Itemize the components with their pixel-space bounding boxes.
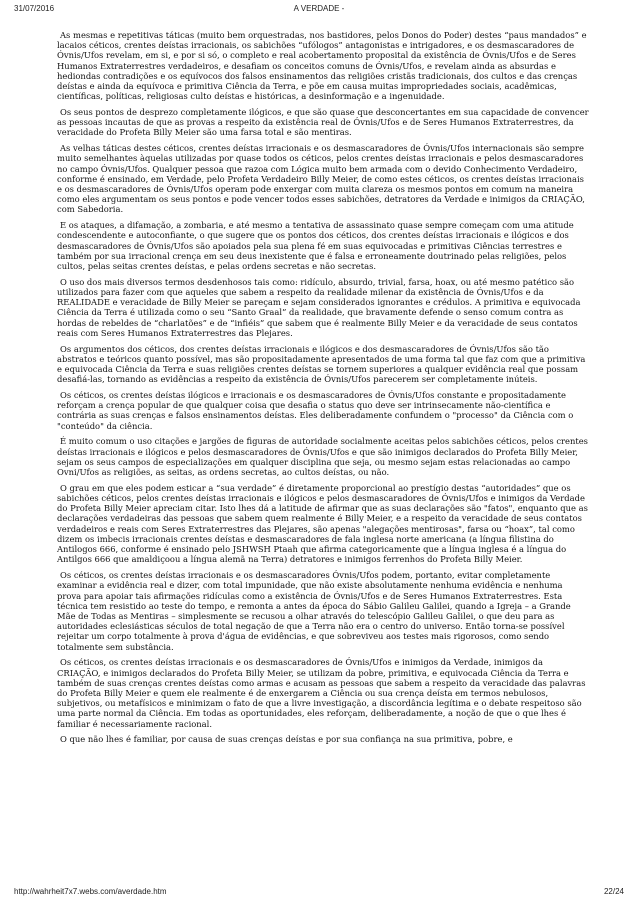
paragraph: O grau em que eles podem esticar a “sua verdade” é diretamente proporcional ao prestígio destas “autoridades” que os sabichões céticos, pelos crentes deístas irracionais e ilógicos e pelos desmascaradores de Óvnis/Ufos e inimigos da Verdade do Profeta Billy Meier apreciam citar. Isto lhes dá a latitude de afirmar que as suas declarações são "fatos", enquanto que as declarações verdadeiras das pessoas que sabem quem realmente é Billy Meier, e a respeito da veracidade de seus contatos verdadeiros e reais com Seres Extraterrestres das Plejares, são apenas "alegações mentirosas", farsa ou “hoax”, tal como dizem os imbecis irracionais crentes deístas e desmascaradores de fala inglesa norte americana (a língua filistina do Antilogos 666, conforme é ensinado pelo JSHWSH Ptaah que afirma categoricamente que a língua inglesa é a língua do Antilgos 666 que amaldiçoou a língua alemã na Terra) detratores e inimigos ferrenhos do Profeta Billy Meier. — [57, 482, 588, 565]
paragraph: O uso dos mais diversos termos desdenhosos tais como: ridículo, absurdo, trivial, farsa, hoax, ou até mesmo patético são utilizados para fazer com que aqueles que sabem a respeito da realidade milenar da existência de Óvnis/Ufos e da REALIDADE e veracidade de Billy Meier se pareçam e sejam considerados ignorantes e crédulos. A primitiva e equivocada Ciência da Terra é utilizada como o seu “Santo Graal” da realidade, que bravamente defende o senso comum contra as hordas de rebeldes de “charlatões” e de “infiéis” que sabem que é realmente Billy Meier e da veracidade de seus contatos reais com Seres Humanos Extraterrestres das Plejares. — [57, 276, 581, 338]
paragraph: Os céticos, os crentes deístas ilógicos e irracionais e os desmascaradores de Óvnis/Ufos constante e propositadamente reforçam a crença popular de que qualquer coisa que desafia o status quo deve ser intrinsecamente não-científica e contrária as suas crenças e falsos ensinamentos deístas. Eles deliberadamente confundem o "processo" da Ciência com o "conteúdo" da ciência. — [57, 390, 574, 431]
print-footer — [14, 887, 624, 899]
print-header — [14, 4, 624, 16]
paragraph: É muito comum o uso citações e jargões de figuras de autoridade socialmente aceitas pelos sabichões céticos, pelos crentes deístas irracionais e ilógicos e pelos desmascaradores de Óvnis/Ufos e que são inimigos declarados do Profeta Billy Meier, sejam os seus campos de especializações em qualquer disciplina que seja, ou mesmo sejam estas relacionadas ao campo Ovni/Ufos as religiões, as seitas, as ordens secretas, ao cultos deístas, ou não. — [57, 436, 588, 478]
print-date: 31/07/2016 — [14, 4, 55, 13]
paragraph: As velhas táticas destes céticos, crentes deístas irracionais e os desmascaradores de Óvnis/Ufos internacionais são sempre muito semelhantes àquelas utilizadas por quase todos os céticos, pelos crentes deístas irracionais e pelos desmascaradores no campo Óvnis/Ufos. Qualquer pessoa que razoa com Lógica muito bem armada com o devido Conhecimento Verdadeiro, conforme é ensinado, em Verdade, pelo Profeta Verdadeiro Billy Meier, de como estes céticos, os crentes deístas irracionais e os desmascaradores de Óvnis/Ufos operam pode enxergar com muita clareza os mesmos pontos em comum na maneira como eles argumentam os seus pontos e pode vencer todos esses sabichões, detratores da Verdade e inimigos da CRIAÇÃO, com Sabedoria. — [57, 143, 585, 215]
paragraph: Os céticos, os crentes deístas irracionais e os desmascaradores Óvnis/Ufos podem, portanto, evitar completamente examinar a evidência real e dizer, com total impunidade, que não existe absolutamente nenhuma evidência e nenhuma prova para apoiar tais afirmações ridículas como a existência de Óvnis/Ufos e de Seres Humanos Extraterrestres. Esta técnica tem resistido ao teste do tempo, e remonta a antes da época do Sábio Galileu Galilei, quando a Igreja – a Grande Mãe de Todas as Mentiras – simplesmente se recusou a olhar através do telescópio Galileu Galilei, o que deu para as autoridades eclesiásticas séculos de total negação de que a Terra não era o centro do universo. Então torna-se possível rejeitar um corpo totalmente à prova d'água de evidências, e que sobreviveu aos testes mais rigorosos, como sendo totalmente sem substância. — [57, 570, 571, 652]
paragraph: E os ataques, a difamação, a zombaria, e até mesmo a tentativa de assassinato quase sempre começam com uma atitude condescendente e autoconfiante, o que sugere que os pontos dos céticos, dos crentes deístas irracionais e ilógicos e dos desmascaradores de Óvnis/Ufos são apoiados pela sua plena fé em suas equivocadas e primitivas Ciências terrestres e também por sua irracional crença em seu deus inexistente que é falsa e erroneamente doutrinado pelas religiões, pelos cultos, pelas seitas crentes deístas, e pelas ordens secretas e não secretas. — [57, 220, 574, 272]
article-body — [57, 30, 589, 750]
page-title: A VERDADE - — [293, 4, 345, 13]
page-number: 22/24 — [603, 887, 624, 896]
page-url: http://wahrheit7x7.webs.com/averdade.htm — [14, 887, 167, 896]
paragraph: Os céticos, os crentes deístas irracionais e os desmascaradores de Óvnis/Ufos e inimigos da Verdade, inimigos da CRIAÇÃO, e inimigos declarados do Profeta Billy Meier, se utilizam da pobre, primitiva, e equivocada Ciência da Terra e também de suas crenças crentes deístas como armas e acusam as pessoas que sabem a respeito da veracidade das palavras do Profeta Billy Meier e quem ele realmente é de enxergarem a Ciência ou sua crença deísta em termos nebulosos, subjetivos, ou metafísicos e minimizam o fato de que a livre investigação, a discordância legítima e o debate respeitoso são uma parte normal da Ciência. Em todas as oportunidades, eles reforçam, deliberadamente, a noção de que o que lhes é familiar é necessariamente racional. — [57, 657, 586, 729]
paragraph: O que não lhes é familiar, por causa de suas crenças deístas e por sua confiança na sua primitiva, pobre, e — [60, 734, 513, 745]
paragraph: Os argumentos dos céticos, dos crentes deístas irracionais e ilógicos e dos desmascaradores de Óvnis/Ufos são tão abstratos e teóricos quanto possível, mas são propositadamente apresentados de uma forma tal que faz com que a primitiva e equivocada Ciência da Terra e suas religiões crentes deístas se tornem superiores a qualquer evidência real que possam desafiá-las, tornando as evidências a respeito da existência de Óvnis/Ufos parecerem ser completamente inúteis. — [57, 343, 586, 385]
paragraph: Os seus pontos de desprezo completamente ilógicos, e que são quase que desconcertantes em sua capacidade de convencer as pessoas incautas de que as provas a respeito da existência real de Óvnis/Ufos e de Seres Humanos Extraterrestres, da veracidade do Profeta Billy Meier são uma farsa total e são mentiras. — [57, 107, 589, 138]
paragraph: As mesmas e repetitivas táticas (muito bem orquestradas, nos bastidores, pelos Donos do Poder) destes “paus mandados” e lacaios céticos, crentes deístas irracionais, os sabichões “ufólogos” antagonistas e intrigadores, e os desmascaradores de Óvnis/Ufos revelam, em si, e por si só, o completo e real acobertamento proposital da existência de Óvnis/Ufos e de Seres Humanos Extraterrestres verdadeiros, e desafiam os conceitos comuns de Óvnis/Ufos, e revelam ainda as absurdas e hediondas contradições e os equívocos dos falsos ensinamentos das religiões cristãs tradicionais, dos cultos e das crenças deístas e ainda da equívoca e primitiva Ciência da Terra, e põe em causa muitas impropriedades sociais, acadêmicas, científicas, políticas, religiosas culto deístas e históricas, a desinformação e a ingenuidade. — [57, 30, 587, 102]
